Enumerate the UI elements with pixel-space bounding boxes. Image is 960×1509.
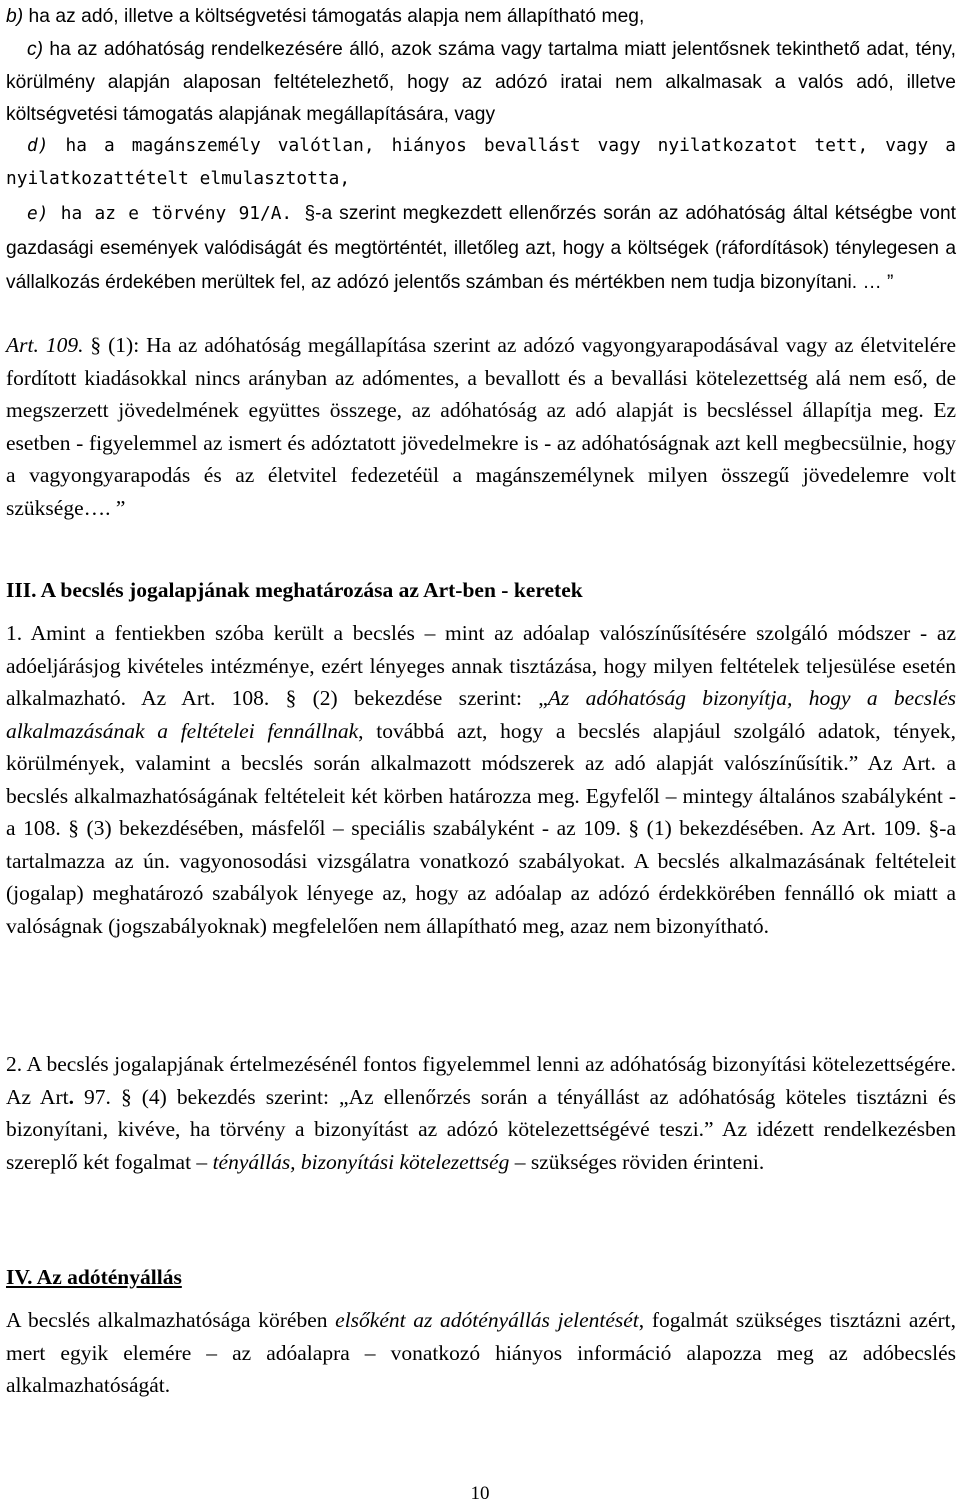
section-iii-p2-term: tényállás, bizonyítási kötelezettség [212,1149,510,1174]
list-text-e: §-a szerint megkezdett ellenőrzés során az adóhatóság által kétségbe vont gazdasági események valódiságát és megtörténtét, illetőleg azt, hogy a költségek (ráfordítások) ténylegesen a vállalkozás érdekében merültek fel, az adózó jelentős számban és mértékben nem tudja bizonyítani. … ” [6,203,956,293]
page-number: 10 [470,1483,490,1504]
section-iii-p1-quote: Az adóhatóság bizonyítja, hogy a becslés alkalmazásának a feltételei fennállnak [6,686,956,743]
section-iv-p1-emphasis: elsőként az adótényállás jelentését [335,1308,639,1332]
section-iv-p1-text-a: A becslés alkalmazhatósága körében [6,1308,336,1332]
list-item-b [6,1,956,34]
section-iv-heading [6,1261,956,1293]
list-label-c: c) [27,39,44,60]
list-text-c: ha az adóhatóság rendelkezésére álló, azok száma vagy tartalma miatt jelentősnek tekinthető adat, tény, körülmény alapján alaposan feltételezhető, hogy az adózó iratai nem alkalmasak a valós adó, illetve költségvetési támogatás alapjának megállapítására, vagy [6,39,956,126]
list-item-e [6,196,956,300]
list-label-b: b) [6,6,24,27]
list-text-e-lead: ha az e törvény 91/A. [48,203,305,224]
list-text-d: ha a magánszemély valótlan, hiányos bevallást vagy nyilatkozatot tett, vagy a nyilatkozattételt elmulasztotta, [6,135,956,189]
list-item-d [6,130,956,195]
section-iv-paragraph-1 [6,1304,956,1402]
section-iii-p2-dot: . [68,1084,74,1109]
section-iii-p2-text-b: 97. § (4) bekezdés szerint: „Az ellenőrzés során a tényállást az adóhatóság köteles tisztázni és bizonyítani, kivéve, ha törvény a bizonyítást az adózó kötelezettségévé teszi.” Az idézett rendelkezésben szereplő két fogalmat – [6,1084,956,1174]
art-109-quote [6,329,956,524]
section-iii-p1-text-b: , továbbá azt, hogy a becslés alapjául szolgáló adatok, tények, körülmények, valamint a becslés során alkalmazott módszerek az adó alapját valószínűsítik.” Az Art. a becslés alkalmazhatóságának feltételeit két körben határozza meg. Egyfelől – mintegy általános szabályként - a 108. § (3) bekezdésében, másfelől – speciális szabályként - az 109. § (1) bekezdésében. Az Art. 109. §-a tartalmazza az ún. vagyonosodási vizsgálatra vonatkozó szabályokat. A becslés alkalmazásának feltételeit (jogalap) meghatározó szabályok lényege az, hogy az adóalap az adózó érdekkörében fennálló ok miatt a valóságnak (jogszabályoknak) megfelelően nem állapítható meg, azaz nem bizonyítható. [6,718,956,938]
list-item-c [6,34,956,132]
section-iv-heading-text: IV. Az adótényállás [6,1265,182,1289]
list-label-e: e) [27,203,49,224]
list-label-d: d) [27,135,49,156]
art-109-label: Art. 109. [6,333,84,357]
section-iii-paragraph-2 [6,1048,956,1178]
section-iii-paragraph-1 [6,617,956,942]
list-text-b: ha az adó, illetve a költségvetési támogatás alapja nem állapítható meg, [23,6,645,27]
section-iii-p2-text-a: 2. A becslés jogalapjának értelmezésénél fontos figyelemmel lenni az adóhatóság bizonyítási kötelezettségére. Az Art [6,1052,956,1109]
section-iii-p1-text-a: 1. Amint a fentiekben szóba került a becslés – mint az adóalap valószínűsítésére szolgáló módszer - az adóeljárásjog kivételes intézménye, ezért lényeges annak tisztázása, hogy milyen feltételek teljesülése esetén alkalmazható. Az Art. 108. § (2) bekezdése szerint: „ [6,621,956,710]
art-109-text: § (1): Ha az adóhatóság megállapítása szerint az adózó vagyongyarapodásával vagy az életvitelére fordított kiadásokkal nincs arányban az adómentes, a bevallott és a bevallási kötelezettség alá nem eső, de megszerzett jövedelmének együttes összege, az adóhatóság az adó alapját is becsléssel állapítja meg. Ez esetben - figyelemmel az ismert és adóztatott jövedelmekre is - az adóhatóságnak azt kell megbecsülnie, hogy a vagyongyarapodás és az életvitel fedezetéül a magánszemélynek milyen összegű jövedelemre volt szüksége…. ” [6,333,957,520]
section-iv-p1-text-b: , fogalmát szükséges tisztázni azért, mert egyik elemére – az adóalapra – vonatkozó hiányos információ alapozza meg az adóbecslés alkalmazhatóságát. [6,1308,956,1397]
section-iii-heading: III. A becslés jogalapjának meghatározása az Art-ben - keretek [6,578,583,602]
section-iii-p2-text-c: – szükséges röviden érinteni. [509,1149,765,1174]
